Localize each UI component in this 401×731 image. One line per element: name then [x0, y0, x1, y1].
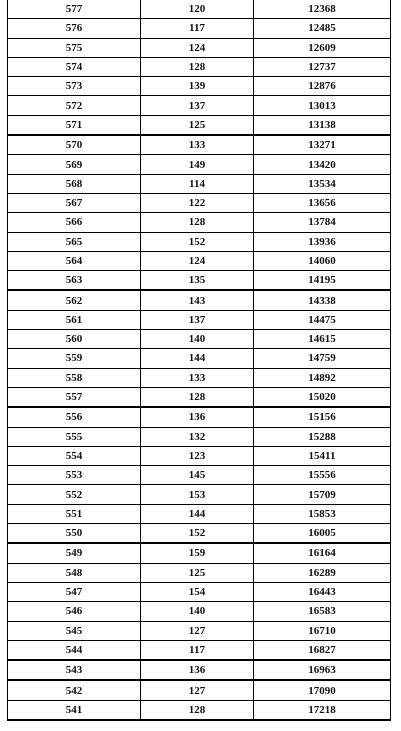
- score-cell: 568: [8, 174, 141, 193]
- table-row: [8, 57, 391, 76]
- count-cell: 120: [141, 0, 254, 19]
- table-row: [8, 485, 391, 504]
- cumulative-count-cell: 16164: [254, 543, 391, 563]
- cumulative-count-cell: 14615: [254, 330, 391, 349]
- count-cell: 128: [141, 387, 254, 407]
- table-row: [8, 621, 391, 640]
- score-cell: 567: [8, 193, 141, 212]
- count-cell: 159: [141, 543, 254, 563]
- score-cell: 571: [8, 115, 141, 135]
- score-cell: 553: [8, 466, 141, 485]
- table-row: [8, 524, 391, 544]
- count-cell: 127: [141, 621, 254, 640]
- cumulative-count-cell: 14759: [254, 349, 391, 368]
- cumulative-count-cell: 17218: [254, 700, 391, 720]
- count-cell: 128: [141, 700, 254, 720]
- score-cell: 574: [8, 57, 141, 76]
- score-cell: 563: [8, 271, 141, 291]
- count-cell: 128: [141, 57, 254, 76]
- table-row: [8, 96, 391, 115]
- cumulative-count-cell: 13420: [254, 155, 391, 174]
- table-row: [8, 213, 391, 232]
- count-cell: 152: [141, 232, 254, 251]
- cumulative-count-cell: 12609: [254, 38, 391, 57]
- count-cell: 128: [141, 213, 254, 232]
- table-row: [8, 271, 391, 291]
- cumulative-count-cell: 16443: [254, 582, 391, 601]
- table-row: [8, 115, 391, 135]
- cumulative-count-cell: 14195: [254, 271, 391, 291]
- cumulative-count-cell: 13534: [254, 174, 391, 193]
- table-row: [8, 582, 391, 601]
- cumulative-count-cell: 16710: [254, 621, 391, 640]
- count-cell: 153: [141, 485, 254, 504]
- cumulative-count-cell: 13138: [254, 115, 391, 135]
- cumulative-count-cell: 12485: [254, 19, 391, 38]
- table-row: [8, 368, 391, 387]
- cumulative-count-cell: 16827: [254, 640, 391, 660]
- score-cell: 541: [8, 700, 141, 720]
- count-cell: 149: [141, 155, 254, 174]
- cumulative-count-cell: 13271: [254, 135, 391, 155]
- score-cell: 576: [8, 19, 141, 38]
- count-cell: 114: [141, 174, 254, 193]
- cumulative-count-cell: 13656: [254, 193, 391, 212]
- count-cell: 140: [141, 330, 254, 349]
- table-row: [8, 232, 391, 251]
- cumulative-count-cell: 14475: [254, 310, 391, 329]
- count-cell: 125: [141, 115, 254, 135]
- score-cell: 543: [8, 660, 141, 680]
- cumulative-count-cell: 16289: [254, 563, 391, 582]
- table-row: [8, 290, 391, 310]
- table-row: [8, 680, 391, 700]
- score-cell: 572: [8, 96, 141, 115]
- cumulative-count-cell: 12737: [254, 57, 391, 76]
- cumulative-count-cell: 13784: [254, 213, 391, 232]
- cumulative-count-cell: 15853: [254, 504, 391, 523]
- score-cell: 565: [8, 232, 141, 251]
- cumulative-count-cell: 15556: [254, 466, 391, 485]
- score-cell: 545: [8, 621, 141, 640]
- cumulative-count-cell: 14338: [254, 290, 391, 310]
- table-row: [8, 446, 391, 465]
- table-row: [8, 0, 391, 19]
- table-row: [8, 387, 391, 407]
- count-cell: 152: [141, 524, 254, 544]
- score-cell: 556: [8, 407, 141, 427]
- table-row: [8, 174, 391, 193]
- cumulative-count-cell: 15156: [254, 407, 391, 427]
- cumulative-count-cell: 13013: [254, 96, 391, 115]
- score-cell: 551: [8, 504, 141, 523]
- count-cell: 135: [141, 271, 254, 291]
- count-cell: 145: [141, 466, 254, 485]
- score-cell: 560: [8, 330, 141, 349]
- table-row: [8, 427, 391, 446]
- count-cell: 132: [141, 427, 254, 446]
- table-row: [8, 660, 391, 680]
- cumulative-count-cell: 15020: [254, 387, 391, 407]
- cumulative-count-cell: 12876: [254, 77, 391, 96]
- table-row: [8, 700, 391, 720]
- score-cell: 573: [8, 77, 141, 96]
- table-row: [8, 466, 391, 485]
- cumulative-count-cell: 16963: [254, 660, 391, 680]
- cumulative-count-cell: 13936: [254, 232, 391, 251]
- score-cell: 554: [8, 446, 141, 465]
- count-cell: 143: [141, 290, 254, 310]
- count-cell: 139: [141, 77, 254, 96]
- table-row: [8, 193, 391, 212]
- count-cell: 123: [141, 446, 254, 465]
- cumulative-count-cell: 16583: [254, 602, 391, 621]
- table-row: [8, 38, 391, 57]
- table-row: [8, 310, 391, 329]
- score-distribution-table: [7, 0, 391, 721]
- score-cell: 562: [8, 290, 141, 310]
- table-row: [8, 251, 391, 270]
- score-cell: 548: [8, 563, 141, 582]
- cumulative-count-cell: 14060: [254, 251, 391, 270]
- score-cell: 549: [8, 543, 141, 563]
- table-row: [8, 155, 391, 174]
- count-cell: 144: [141, 349, 254, 368]
- score-cell: 559: [8, 349, 141, 368]
- table-row: [8, 135, 391, 155]
- table-row: [8, 543, 391, 563]
- table-row: [8, 19, 391, 38]
- cumulative-count-cell: 14892: [254, 368, 391, 387]
- score-cell: 542: [8, 680, 141, 700]
- score-cell: 575: [8, 38, 141, 57]
- table-row: [8, 640, 391, 660]
- table-row: [8, 563, 391, 582]
- count-cell: 125: [141, 563, 254, 582]
- count-cell: 124: [141, 251, 254, 270]
- count-cell: 137: [141, 96, 254, 115]
- score-cell: 555: [8, 427, 141, 446]
- count-cell: 140: [141, 602, 254, 621]
- count-cell: 117: [141, 640, 254, 660]
- table-row: [8, 77, 391, 96]
- count-cell: 144: [141, 504, 254, 523]
- count-cell: 122: [141, 193, 254, 212]
- count-cell: 154: [141, 582, 254, 601]
- count-cell: 136: [141, 407, 254, 427]
- score-cell: 577: [8, 0, 141, 19]
- table-row: [8, 330, 391, 349]
- cumulative-count-cell: 16005: [254, 524, 391, 544]
- count-cell: 133: [141, 135, 254, 155]
- table-row: [8, 504, 391, 523]
- score-cell: 564: [8, 251, 141, 270]
- score-cell: 547: [8, 582, 141, 601]
- score-cell: 552: [8, 485, 141, 504]
- count-cell: 136: [141, 660, 254, 680]
- cumulative-count-cell: 15411: [254, 446, 391, 465]
- score-cell: 557: [8, 387, 141, 407]
- table-row: [8, 602, 391, 621]
- table-body: [8, 0, 391, 720]
- score-cell: 569: [8, 155, 141, 174]
- count-cell: 117: [141, 19, 254, 38]
- score-cell: 550: [8, 524, 141, 544]
- cumulative-count-cell: 15709: [254, 485, 391, 504]
- score-cell: 566: [8, 213, 141, 232]
- score-cell: 570: [8, 135, 141, 155]
- score-cell: 561: [8, 310, 141, 329]
- count-cell: 124: [141, 38, 254, 57]
- table-row: [8, 407, 391, 427]
- count-cell: 133: [141, 368, 254, 387]
- score-cell: 544: [8, 640, 141, 660]
- table-row: [8, 349, 391, 368]
- count-cell: 127: [141, 680, 254, 700]
- score-cell: 546: [8, 602, 141, 621]
- cumulative-count-cell: 12368: [254, 0, 391, 19]
- cumulative-count-cell: 15288: [254, 427, 391, 446]
- count-cell: 137: [141, 310, 254, 329]
- cumulative-count-cell: 17090: [254, 680, 391, 700]
- score-cell: 558: [8, 368, 141, 387]
